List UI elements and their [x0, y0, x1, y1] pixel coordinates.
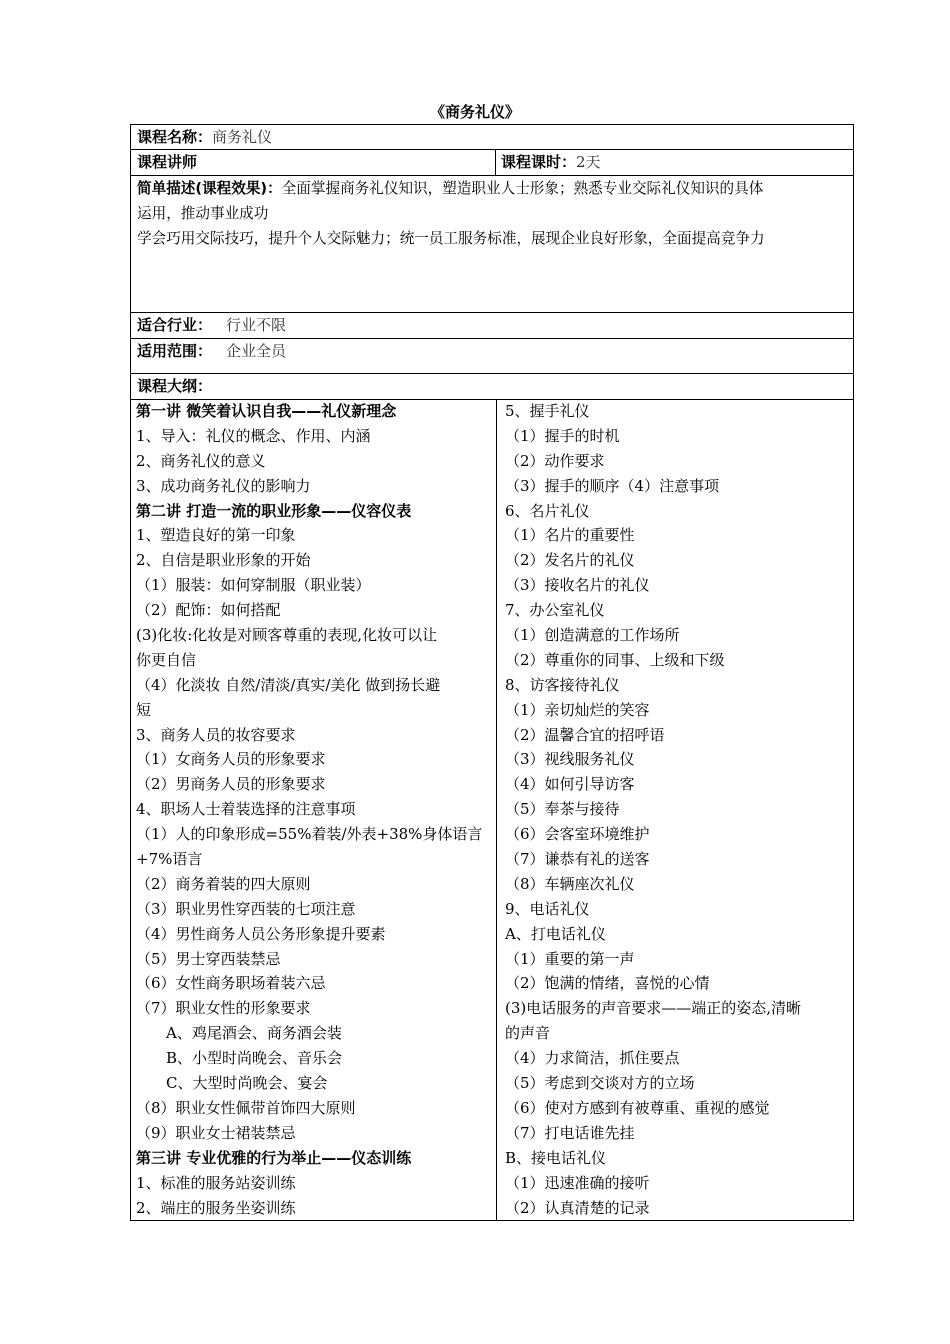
outline-item: 5、握手礼仪	[505, 402, 590, 420]
outline-item: （2）发名片的礼仪	[505, 551, 635, 570]
description-line1: 全面掌握商务礼仪知识，塑造职业人士形象；熟悉专业交际礼仪知识的具体	[281, 180, 764, 197]
outline-item: （3）接收名片的礼仪	[505, 576, 650, 595]
outline-item: （1）名片的重要性	[505, 526, 635, 545]
outline-label: 课程大纲：	[137, 377, 213, 395]
outline-label-row	[137, 374, 212, 399]
outline-item: 6、名片礼仪	[505, 501, 590, 520]
outline-item: （2）配饰：如何搭配	[136, 601, 281, 620]
duration-label: 课程课时：	[501, 153, 577, 171]
outline-item: （4）化淡妆 自然/清淡/真实/美化 做到扬长避	[136, 675, 441, 694]
outline-item: （1）创造满意的工作场所	[505, 626, 680, 645]
outline-item: （3）握手的顺序（4）注意事项	[505, 476, 720, 495]
outline-item: （1）服装：如何穿制服（职业装）	[136, 576, 371, 595]
column-divider	[496, 399, 497, 1220]
outline-item: C、大型时尚晚会、宴会	[166, 1074, 328, 1093]
outline-item: （3）视线服务礼仪	[505, 750, 635, 769]
outline-item: 9、电话礼仪	[505, 899, 590, 918]
outline-item: （1）迅速准确的接听	[505, 1173, 650, 1192]
outline-item: （9）职业女士裙装禁忌	[136, 1123, 296, 1142]
outline-item: （6）女性商务职场着装六忌	[136, 974, 326, 993]
outline-item: 短	[136, 700, 152, 719]
outline-item: （2）温馨合宜的招呼语	[505, 725, 665, 744]
outline-item: 4、职场人士着装选择的注意事项	[136, 800, 356, 819]
industry-label: 适合行业：	[137, 316, 213, 334]
outline-item: （1）握手的时机	[505, 426, 620, 445]
outline-item: （2）商务着装的四大原则	[136, 874, 311, 893]
outline-item: 2、自信是职业形象的开始	[136, 551, 311, 570]
outline-item: B、小型时尚晚会、音乐会	[166, 1049, 343, 1068]
outline-item: （2）男商务人员的形象要求	[136, 775, 326, 794]
outline-item: B、接电话礼仪	[505, 1148, 607, 1167]
outline-item: （2）饱满的情绪，喜悦的心情	[505, 974, 710, 993]
course-table	[130, 124, 854, 1221]
outline-item: （4）如何引导访客	[505, 775, 635, 794]
outline-item: （3）职业男性穿西装的七项注意	[136, 899, 356, 918]
outline-item: (3)化妆:化妆是对顾客尊重的表现,化妆可以让	[136, 626, 438, 645]
outline-item: （4）力求简洁，抓住要点	[505, 1049, 680, 1068]
description-line2: 运用，推动事业成功	[137, 205, 269, 222]
lecturer-label: 课程讲师	[137, 153, 198, 171]
outline-item: （2）尊重你的同事、上级和下级	[505, 650, 725, 669]
outline-item: （2）认真清楚的记录	[505, 1198, 650, 1217]
outline-item: 的声音	[505, 1024, 551, 1043]
outline-item: A、打电话礼仪	[505, 924, 606, 943]
outline-section-heading: 第三讲 专业优雅的行为举止——仪态训练	[136, 1148, 412, 1167]
description-cell	[137, 176, 849, 251]
outline-item: 1、塑造良好的第一印象	[136, 526, 296, 545]
scope-value: 企业全员	[226, 342, 287, 360]
outline-item: （1）人的印象形成=55%着装/外表+38%身体语言	[136, 825, 483, 844]
outline-item: （7）谦恭有礼的送客	[505, 850, 650, 869]
outline-item: （4）男性商务人员公务形象提升要素	[136, 924, 386, 943]
duration-value: 2天	[576, 153, 601, 171]
outline-item: （6）使对方感到有被尊重、重视的感觉	[505, 1098, 770, 1117]
outline-item: 2、端庄的服务坐姿训练	[136, 1198, 296, 1217]
outline-section-heading: 第一讲 微笑着认识自我——礼仪新理念	[136, 402, 397, 420]
lecturer-cell	[137, 150, 197, 175]
outline-item: 1、标准的服务站姿训练	[136, 1173, 296, 1192]
outline-item: （1）亲切灿烂的笑容	[505, 700, 650, 719]
scope-label: 适用范围：	[137, 342, 213, 360]
outline-section-heading: 第二讲 打造一流的职业形象——仪容仪表	[136, 501, 412, 520]
scope-row	[137, 339, 286, 364]
row-divider	[131, 373, 853, 374]
outline-item: （8）车辆座次礼仪	[505, 874, 635, 893]
outline-item: （1）女商务人员的形象要求	[136, 750, 326, 769]
column-divider	[495, 149, 496, 175]
outline-item: 2、商务礼仪的意义	[136, 451, 266, 470]
outline-item: 3、成功商务礼仪的影响力	[136, 476, 311, 495]
outline-item: （1）重要的第一声	[505, 949, 635, 968]
description-label: 简单描述(课程效果)：	[137, 180, 282, 197]
outline-item: 7、办公室礼仪	[505, 601, 605, 620]
outline-item: （6）会客室环境维护	[505, 825, 650, 844]
outline-left-column	[136, 399, 494, 1220]
course-name-value: 商务礼仪	[212, 128, 273, 146]
outline-item: +7%语言	[136, 850, 203, 869]
outline-item: （2）动作要求	[505, 451, 605, 470]
industry-row	[137, 313, 286, 338]
outline-item: （7）打电话谁先挂	[505, 1123, 635, 1142]
outline-item: （8）职业女性佩带首饰四大原则	[136, 1098, 356, 1117]
outline-item: 你更自信	[136, 650, 197, 669]
duration-cell	[501, 150, 601, 175]
outline-item: （5）男士穿西装禁忌	[136, 949, 281, 968]
outline-right-column	[505, 399, 851, 1220]
outline-item: （5）考虑到交谈对方的立场	[505, 1074, 695, 1093]
outline-item: 3、商务人员的妆容要求	[136, 725, 296, 744]
document-title: 《商务礼仪》	[429, 103, 520, 121]
outline-item: （5）奉茶与接待	[505, 800, 620, 819]
course-name-label: 课程名称：	[137, 128, 213, 146]
outline-item: A、鸡尾酒会、商务酒会装	[166, 1024, 342, 1043]
outline-item: （7）职业女性的形象要求	[136, 999, 311, 1018]
description-line3: 学会巧用交际技巧，提升个人交际魅力；统一员工服务标准，展现企业良好形象，全面提高竞争力	[137, 230, 765, 247]
course-name-row	[137, 125, 272, 150]
outline-item: 8、访客接待礼仪	[505, 675, 620, 694]
outline-item: 1、导入：礼仪的概念、作用、内涵	[136, 426, 371, 445]
industry-value: 行业不限	[226, 316, 287, 334]
outline-item: (3)电话服务的声音要求——端正的姿态,清晰	[505, 999, 802, 1018]
